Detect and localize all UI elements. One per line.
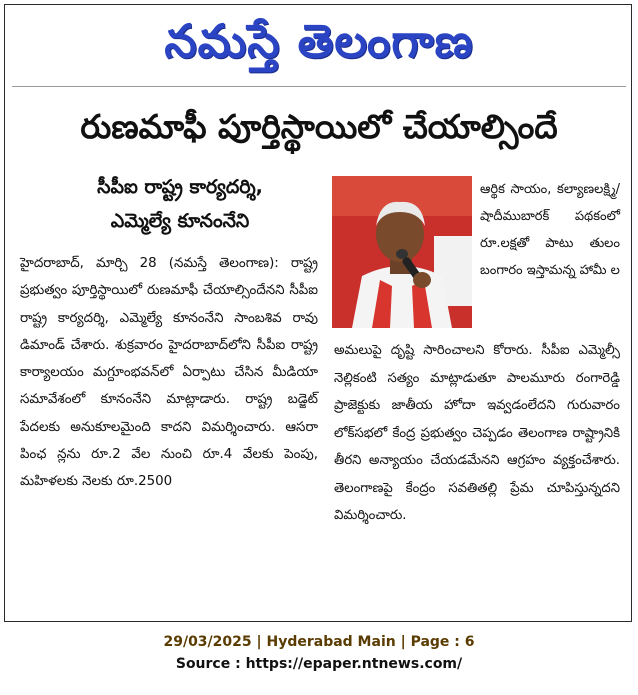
article-body-right-column [334,337,620,530]
speaker-photo [332,176,472,328]
source-link[interactable]: Source : https://epaper.ntnews.com/ [175,656,463,672]
body-paragraph-left: హైదరాబాద్, మార్చి 28 (నమస్తే తెలంగాణ): రాష్ట్ర ప్రభుత్వం పూర్తిస్థాయిలో రుణమాఫీ చేయాల్సిందేనని సీపీఐ రాష్ట్ర కార్యదర్శి, ఎమ్మెల్యే కూనంనేని సాంబశివ రావు డిమాండ్ చేశారు. శుక్రవారం హైదరాబాద్‌లోని సీపీఐ రాష్ట్ర కార్యాలయం మగ్దూంభవన్‌లో ఏర్పాటు చేసిన మీడియా సమావేశంలో కూనంనేని మాట్లాడారు. రాష్ట్ర బడ్జెట్ పేదలకు అనుకూలమైంది కాదని విమర్శించారు. ఆసరా పింఛ న్లను రూ.2 వేల నుంచి రూ.4 వేలకు పెంపు, మహిళలకు నెలకు రూ.2500 [20,256,318,490]
body-paragraph-right: అమలుపై దృష్టి సారించాలని కోరారు. సీపీఐ ఎమ్మెల్సీ నెల్లికంటి సత్యం మాట్లాడుతూ పాలమూరు రంగారెడ్డి ప్రాజెక్టుకు జాతీయ హోదా ఇవ్వడంలేదని గురువారం లోక్‌సభలో కేంద్ర ప్రభుత్వం చెప్పడం తెలంగాణ రాష్ట్రానికి తీరని అన్యాయం చేయడమేనని ఆగ్రహం వ్యక్తంచేశారు. తెలంగాణపై కేంద్రం సవతితల్లి ప్రేమ చూపిస్తున్నదని విమర్శించారు. [334,343,620,523]
body-paragraph-right-top: ఆర్థిక సాయం, కల్యాణలక్ష్మి/ షాదీముబారక్ పథకంలో రూ.లక్షతో పాటు తులం బంగారం ఇస్తామన్న హామీ ల [480,182,620,278]
article-subhead [40,170,320,238]
article-body-left-column [20,250,318,496]
subhead-line-1: సీపీఐ రాష్ట్ర కార్యదర్శి, [97,176,263,198]
source-footer [0,631,638,675]
speaker-photo-illustration [332,176,472,328]
newspaper-masthead: నమస్తే తెలంగాణ [164,14,474,68]
edition-info: 29/03/2025 | Hyderabad Main | Page : 6 [163,634,475,650]
article-headline: రుణమాఫీ పూర్తిస్థాయిలో చేయాల్సిందే [80,107,558,146]
subhead-line-2: ఎమ్మెల్యే కూనంనేని [110,210,250,232]
article-body-right-top [480,176,620,284]
masthead-divider [12,86,626,87]
